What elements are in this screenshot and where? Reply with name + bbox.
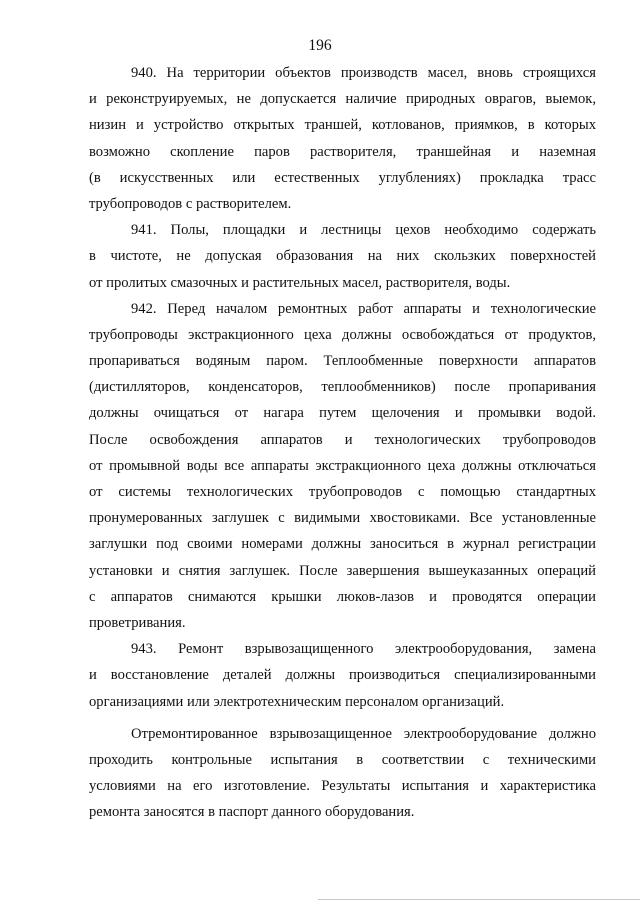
text-line: 942. Перед началом ремонтных работ аппараты и технологические <box>131 300 596 317</box>
body-text <box>89 60 596 825</box>
text-line: проходить контрольные испытания в соответствии с техническими <box>89 751 596 768</box>
text-line: (в искусственных или естественных углублениях) прокладка трасс <box>89 169 596 186</box>
text-line: от системы технологических трубопроводов с помощью стандартных <box>89 484 596 500</box>
paragraph-941 <box>89 217 596 296</box>
text-line: После освобождения аппаратов и технологических трубопроводов <box>89 431 596 448</box>
text-line: должны очищаться от нагара путем щелочения и промывки водой. <box>89 405 596 422</box>
text-line: 940. На территории объектов производств масел, вновь строящихся <box>131 65 596 81</box>
text-line: и восстановление деталей должны производиться специализированными <box>89 667 596 684</box>
text-line: Отремонтированное взрывозащищенное электрооборудование должно <box>131 725 596 742</box>
text-line: установки и снятия заглушек. После завершения вышеуказанных операций <box>89 562 596 579</box>
footer-scan-line <box>318 899 640 900</box>
text-line: ремонта заносятся в паспорт данного оборудования. <box>89 804 415 821</box>
text-line: пронумерованных заглушек с видимыми хвостовиками. Все установленные <box>89 510 596 527</box>
paragraph-repaired-equipment <box>89 721 596 826</box>
text-line: возможно скопление паров растворителя, траншейная и наземная <box>89 143 596 160</box>
text-line: трубопроводы экстракционного цеха должны освобождаться от продуктов, <box>89 326 596 343</box>
text-line: организациями или электротехническим персоналом организаций. <box>89 693 505 710</box>
text-line: от промывной воды все аппараты экстракционного цеха должны отключаться <box>89 457 596 474</box>
paragraph-940 <box>89 60 596 217</box>
text-line: (дистилляторов, конденсаторов, теплообменников) после пропаривания <box>89 379 596 396</box>
paragraph-943 <box>89 636 596 715</box>
text-line: заглушки под своими номерами должны заноситься в журнал регистрации <box>89 536 596 553</box>
text-line: низин и устройство открытых траншей, котлованов, приямков, в которых <box>89 117 596 134</box>
paragraph-942 <box>89 296 596 636</box>
text-line: и реконструируемых, не допускается наличие природных оврагов, выемок, <box>89 91 596 108</box>
text-line: от пролитых смазочных и растительных масел, растворителя, воды. <box>89 274 511 291</box>
text-line: трубопроводов с растворителем. <box>89 195 292 212</box>
text-line: проветривания. <box>89 614 186 631</box>
text-line: условиями на его изготовление. Результаты испытания и характеристика <box>89 778 596 795</box>
text-line: с аппаратов снимаются крышки люков-лазов и проводятся операции <box>89 588 596 605</box>
text-line: в чистоте, не допуская образования на них скользких поверхностей <box>89 248 596 265</box>
text-line: пропариваться водяным паром. Теплообменные поверхности аппаратов <box>89 353 596 370</box>
page-number: 196 <box>308 37 332 54</box>
text-line: 943. Ремонт взрывозащищенного электрооборудования, замена <box>131 641 596 658</box>
text-line: 941. Полы, площадки и лестницы цехов необходимо содержать <box>131 222 596 239</box>
